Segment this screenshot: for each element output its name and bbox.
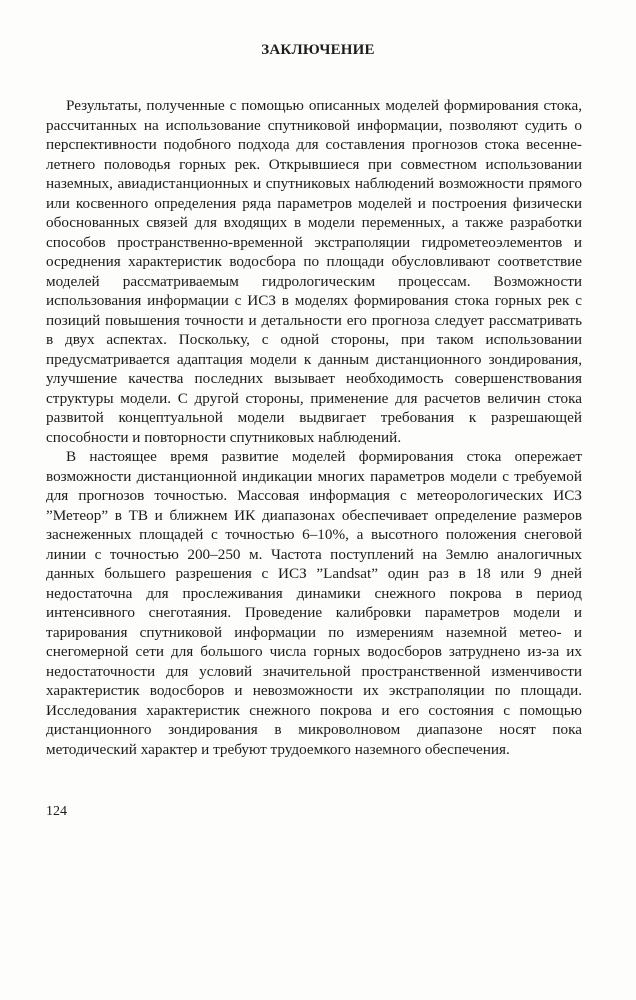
- body-text: [46, 96, 582, 759]
- page-number: 124: [46, 804, 67, 819]
- paragraph-1: Результаты, полученные с помощью описанных моделей формирования стока, рассчитанных на использование спутниковой информации, позволяют судить о перспективности подобного подхода для составления прогнозов стока весенне-летнего половодья горных рек. Открывшиеся при совместном использовании наземных, авиадистанционных и спутниковых наблюдений возможности прямого или косвенного определения ряда параметров моделей и построения физически обоснованных связей для входящих в модели переменных, а также разработки способов пространственно-временной экстраполяции гидрометеоэлементов и осреднения характеристик водосбора по площади обусловливают соответствие моделей рассматриваемым гидрологическим процессам. Возможности использования информации с ИСЗ в моделях формирования стока горных рек с позиций повышения точности и детальности его прогноза следует рассматривать в двух аспектах. Поскольку, с одной стороны, при таком использовании предусматривается адаптация модели к данным дистанционного зондирования, улучшение качества последних вызывает необходимость совершенствования структуры модели. С другой стороны, применение для расчетов величин стока развитой концептуальной модели выдвигает требования к разрешающей способности и повторности спутниковых наблюдений.: [46, 97, 582, 446]
- page-title: ЗАКЛЮЧЕНИЕ: [261, 42, 375, 58]
- paragraph-2: В настоящее время развитие моделей формирования стока опережает возможности дистанционной индикации многих параметров модели с требуемой для прогнозов точностью. Массовая информация с метеорологических ИСЗ ”Метеор” в ТВ и ближнем ИК диапазонах обеспечивает определение размеров заснеженных площадей с точностью 6–10%, а высотного положения снеговой линии с точностью 200–250 м. Частота поступлений на Землю аналогичных данных большего разрешения с ИСЗ ”Landsat” один раз в 18 или 9 дней недостаточна для прослеживания динамики снежного покрова в период интенсивного снеготаяния. Проведение калибровки параметров модели и тарирования спутниковой информации по измерениям наземной метео- и снегомерной сети для большого числа горных водосборов затруднено из-за их недостаточности для условий значительной пространственной изменчивости характеристик водосборов и невозможности их экстраполяции по площади. Исследования характеристик снежного покрова и его состояния с помощью дистанционного зондирования в микроволновом диапазоне носят пока методический характер и требуют трудоемкого наземного обеспечения.: [46, 448, 582, 758]
